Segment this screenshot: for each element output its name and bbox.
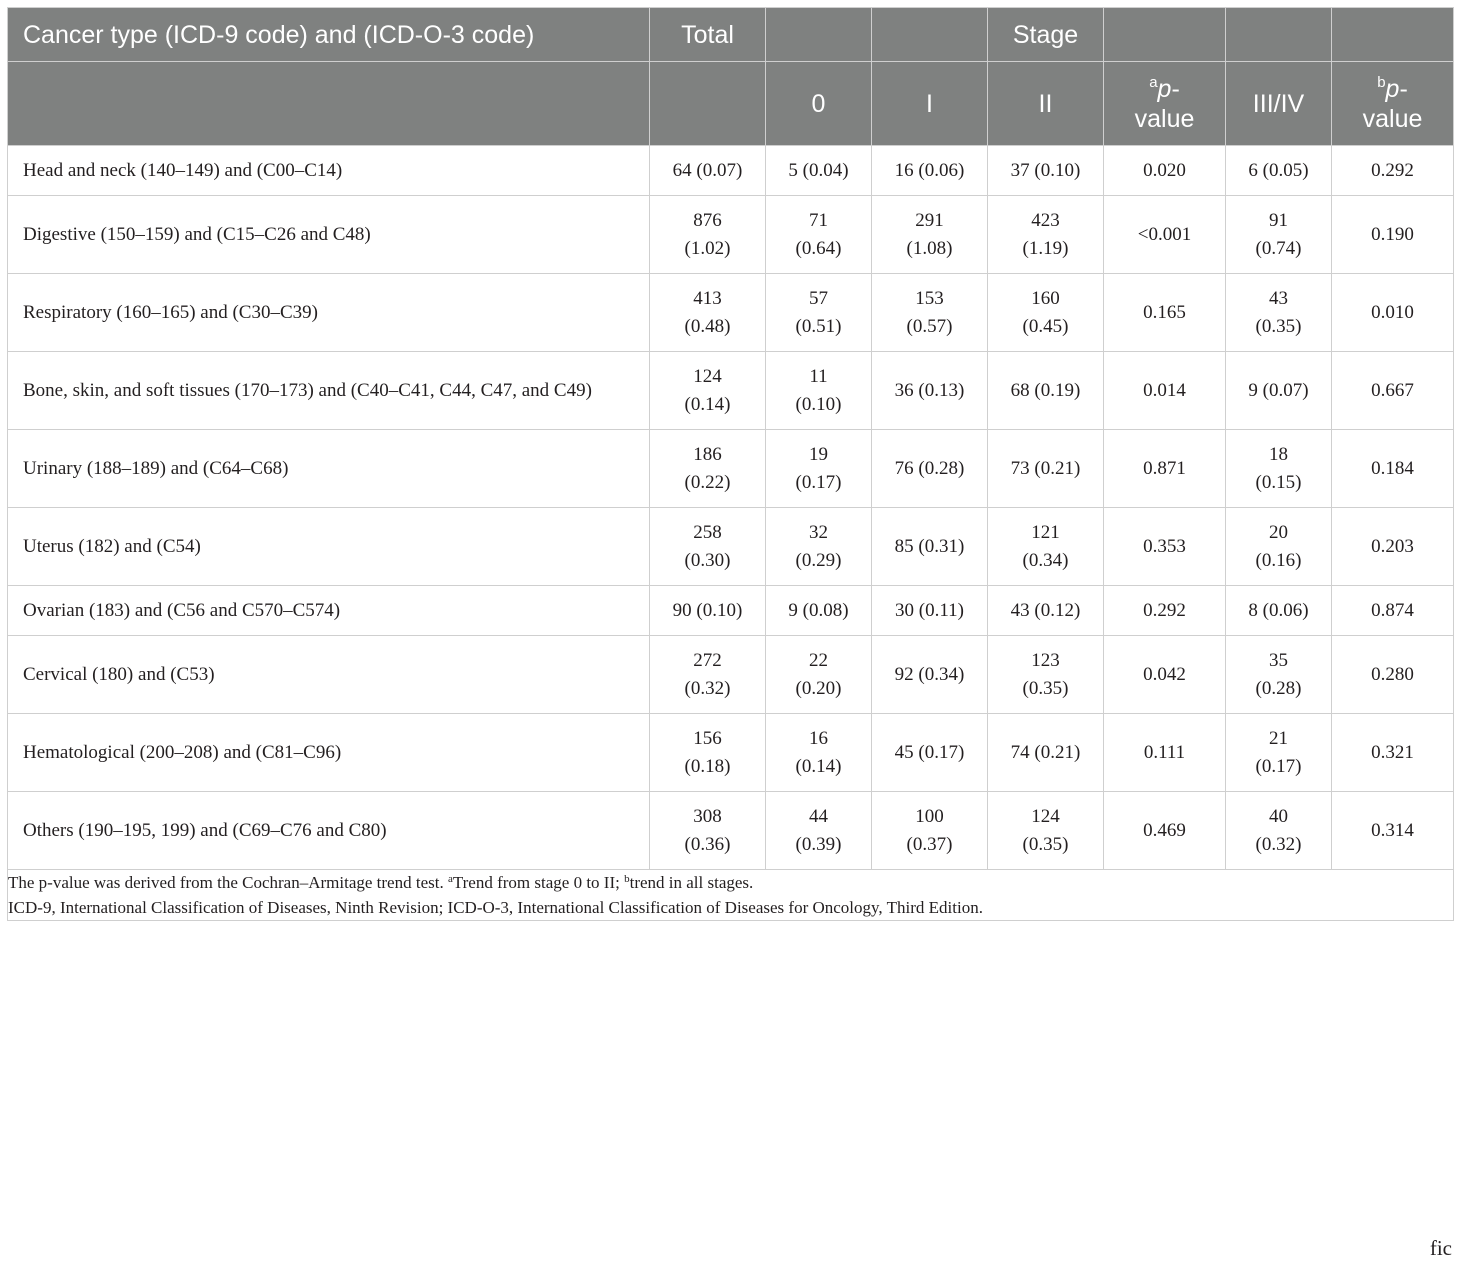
footnote-row [8,870,1454,921]
stage-3-4-line: 91 [1269,209,1288,231]
header-empty-5 [1332,8,1454,62]
stage-1-line: 36 (0.13) [894,379,965,401]
header-empty-3 [1104,8,1226,62]
p-value-a-cell: 0.292 [1104,586,1226,636]
stage-1-cell [872,714,988,792]
stage-2-line: 124 [1031,805,1060,827]
stage-3-4-line: (0.35) [1255,315,1302,337]
p-value-a-cell: 0.871 [1104,430,1226,508]
total-line: (0.18) [684,755,731,777]
stage-3-4-line: 40 [1269,805,1288,827]
p-value-b-cell: 0.321 [1332,714,1454,792]
cancer-type-cell: Head and neck (140–149) and (C00–C14) [8,146,650,196]
p-value-b-cell: 0.292 [1332,146,1454,196]
total-cell [650,508,766,586]
total-line: (1.02) [684,237,731,259]
p-dash-b: - [1399,74,1408,103]
stage-3-4-line: 35 [1269,649,1288,671]
total-line: 186 [693,443,722,465]
stage-0-cell [766,274,872,352]
p-value-a-cell: 0.014 [1104,352,1226,430]
stage-3-4-line: (0.15) [1255,471,1302,493]
stage-2-line: 121 [1031,521,1060,543]
stage-2-line: 68 (0.19) [1010,379,1081,401]
header-stage-2: II [988,62,1104,146]
stage-2-line: 123 [1031,649,1060,671]
p-italic-b: p [1385,74,1400,103]
stage-2-line: 160 [1031,287,1060,309]
stage-0-line: (0.39) [795,833,842,855]
total-line: 258 [693,521,722,543]
stage-1-cell [872,146,988,196]
total-line: 156 [693,727,722,749]
total-cell [650,352,766,430]
stage-0-line: (0.20) [795,677,842,699]
footnote-text-start: The p-value was derived from the Cochran–Armitage trend test. [8,873,448,892]
total-line: 413 [693,287,722,309]
superscript-b: b [1377,73,1386,91]
stage-0-line: 22 [809,649,828,671]
stage-0-line: 57 [809,287,828,309]
stage-3-4-cell [1226,196,1332,274]
stage-2-cell [988,430,1104,508]
header-empty-7 [650,62,766,146]
stage-3-4-line: (0.17) [1255,755,1302,777]
stage-2-line: (1.19) [1022,237,1069,259]
stage-2-cell [988,352,1104,430]
stage-3-4-line: (0.32) [1255,833,1302,855]
header-empty-2 [872,8,988,62]
table-row [8,196,1454,274]
p-value-label-b: value [1362,104,1423,133]
table-header [8,8,1454,146]
footnote-line-2: ICD-9, International Classification of Diseases, Ninth Revision; ICD-O-3, International Classification of Diseases for Oncology, Third Edition. [8,898,983,917]
stage-0-cell [766,196,872,274]
stage-2-line: 43 (0.12) [1010,599,1081,621]
stage-3-4-cell [1226,430,1332,508]
footnote-line-1 [8,870,1453,895]
header-empty-6 [8,62,650,146]
p-value-b-cell: 0.667 [1332,352,1454,430]
stage-1-cell [872,430,988,508]
stage-0-cell [766,714,872,792]
stage-3-4-line: 18 [1269,443,1288,465]
total-cell [650,636,766,714]
p-value-a-cell: 0.165 [1104,274,1226,352]
table-row [8,636,1454,714]
stage-0-cell [766,586,872,636]
stage-1-line: (0.37) [906,833,953,855]
cancer-type-cell: Cervical (180) and (C53) [8,636,650,714]
table-row [8,146,1454,196]
stage-2-cell [988,792,1104,870]
stage-0-line: 11 [809,365,828,387]
stage-3-4-cell [1226,636,1332,714]
p-value-a-cell: 0.353 [1104,508,1226,586]
header-stage: Stage [988,8,1104,62]
cancer-stage-table [7,7,1454,921]
total-line: (0.48) [684,315,731,337]
stage-3-4-cell [1226,586,1332,636]
p-value-b-cell: 0.190 [1332,196,1454,274]
total-cell [650,274,766,352]
footnote [8,870,1454,921]
header-row-1 [8,8,1454,62]
total-cell [650,146,766,196]
stage-1-line: (0.57) [906,315,953,337]
stage-1-cell [872,352,988,430]
stage-0-cell [766,430,872,508]
stage-2-line: (0.35) [1022,677,1069,699]
cancer-type-cell: Urinary (188–189) and (C64–C68) [8,430,650,508]
stage-1-cell [872,586,988,636]
stage-0-line: (0.10) [795,393,842,415]
stage-0-line: (0.51) [795,315,842,337]
header-stage-3-4: III/IV [1226,62,1332,146]
stage-1-line: 30 (0.11) [895,599,964,621]
p-value-a-cell: 0.042 [1104,636,1226,714]
cancer-type-cell: Respiratory (160–165) and (C30–C39) [8,274,650,352]
stage-2-cell [988,636,1104,714]
stage-1-line: 291 [915,209,944,231]
p-value-label-a: value [1134,104,1195,133]
stage-2-line: 73 (0.21) [1010,457,1081,479]
p-value-a-cell: 0.111 [1104,714,1226,792]
stage-1-line: (1.08) [906,237,953,259]
stage-0-line: 16 [809,727,828,749]
header-total: Total [650,8,766,62]
stage-0-line: (0.64) [795,237,842,259]
total-cell [650,714,766,792]
total-line: (0.36) [684,833,731,855]
stage-1-cell [872,196,988,274]
table-body [8,146,1454,870]
total-cell [650,792,766,870]
p-value-b-cell: 0.280 [1332,636,1454,714]
stage-3-4-line: 20 [1269,521,1288,543]
cancer-type-cell: Bone, skin, and soft tissues (170–173) and (C40–C41, C44, C47, and C49) [8,352,650,430]
header-row-2 [8,62,1454,146]
stage-3-4-line: 43 [1269,287,1288,309]
total-cell [650,430,766,508]
cancer-type-cell: Others (190–195, 199) and (C69–C76 and C80) [8,792,650,870]
p-value-b-cell: 0.184 [1332,430,1454,508]
stage-0-line: 19 [809,443,828,465]
footnote-superscript-a: a [447,873,453,885]
stage-1-cell [872,274,988,352]
p-value-b-cell: 0.010 [1332,274,1454,352]
stage-0-line: 5 (0.04) [788,159,849,181]
stage-3-4-cell [1226,792,1332,870]
stage-2-line: 423 [1031,209,1060,231]
table-row [8,714,1454,792]
table-row [8,792,1454,870]
stage-0-cell [766,792,872,870]
total-line: (0.30) [684,549,731,571]
cancer-type-cell: Ovarian (183) and (C56 and C570–C574) [8,586,650,636]
header-stage-1: I [872,62,988,146]
table-row [8,274,1454,352]
stage-1-line: 100 [915,805,944,827]
stage-0-cell [766,352,872,430]
total-line: 876 [693,209,722,231]
stage-3-4-line: (0.74) [1255,237,1302,259]
p-value-b-cell: 0.314 [1332,792,1454,870]
header-empty-4 [1226,8,1332,62]
stage-0-line: 32 [809,521,828,543]
stage-3-4-cell [1226,352,1332,430]
total-line: 64 (0.07) [672,159,743,181]
p-value-a-cell: <0.001 [1104,196,1226,274]
total-line: 272 [693,649,722,671]
stage-3-4-line: 8 (0.06) [1248,599,1309,621]
stage-1-line: 16 (0.06) [894,159,965,181]
header-p-value-a [1104,62,1226,146]
stage-2-line: (0.34) [1022,549,1069,571]
stage-3-4-line: 21 [1269,727,1288,749]
superscript-a: a [1149,73,1158,91]
stage-2-line: (0.35) [1022,833,1069,855]
stage-2-cell [988,274,1104,352]
total-line: 308 [693,805,722,827]
stage-3-4-line: 6 (0.05) [1248,159,1309,181]
stage-0-line: 44 [809,805,828,827]
stage-1-cell [872,508,988,586]
p-value-a-cell: 0.469 [1104,792,1226,870]
stage-3-4-cell [1226,146,1332,196]
stage-2-cell [988,586,1104,636]
stage-3-4-cell [1226,714,1332,792]
total-line: 124 [693,365,722,387]
stage-2-cell [988,508,1104,586]
stage-3-4-cell [1226,274,1332,352]
corner-text: fic [1429,1236,1452,1260]
stage-2-line: 74 (0.21) [1010,741,1081,763]
cancer-type-cell: Uterus (182) and (C54) [8,508,650,586]
stage-0-cell [766,508,872,586]
stage-0-cell [766,636,872,714]
stage-0-line: (0.29) [795,549,842,571]
total-line: (0.14) [684,393,731,415]
stage-1-line: 153 [915,287,944,309]
stage-1-line: 92 (0.34) [894,663,965,685]
table-row [8,508,1454,586]
stage-3-4-line: (0.28) [1255,677,1302,699]
p-value-b-cell: 0.874 [1332,586,1454,636]
stage-1-line: 85 (0.31) [894,535,965,557]
total-line: 90 (0.10) [672,599,743,621]
stage-1-cell [872,792,988,870]
table-row [8,430,1454,508]
header-empty-1 [766,8,872,62]
stage-1-line: 45 (0.17) [894,741,965,763]
table-row [8,352,1454,430]
stage-1-line: 76 (0.28) [894,457,965,479]
p-value-b-cell: 0.203 [1332,508,1454,586]
stage-0-line: (0.17) [795,471,842,493]
stage-2-line: (0.45) [1022,315,1069,337]
stage-1-cell [872,636,988,714]
header-p-value-b [1332,62,1454,146]
stage-0-line: 9 (0.08) [788,599,849,621]
stage-2-cell [988,196,1104,274]
stage-3-4-line: 9 (0.07) [1248,379,1309,401]
stage-3-4-cell [1226,508,1332,586]
total-line: (0.32) [684,677,731,699]
total-line: (0.22) [684,471,731,493]
cancer-type-cell: Hematological (200–208) and (C81–C96) [8,714,650,792]
footnote-superscript-b: b [624,873,630,885]
footnote-text-end: trend in all stages. [629,873,754,892]
stage-0-line: (0.14) [795,755,842,777]
stage-2-cell [988,146,1104,196]
p-italic-a: p [1157,74,1172,103]
header-cancer-type: Cancer type (ICD-9 code) and (ICD-O-3 code) [8,8,650,62]
stage-2-line: 37 (0.10) [1010,159,1081,181]
total-cell [650,196,766,274]
table-row [8,586,1454,636]
p-value-a-cell: 0.020 [1104,146,1226,196]
stage-3-4-line: (0.16) [1255,549,1302,571]
header-stage-0: 0 [766,62,872,146]
p-dash-a: - [1171,74,1180,103]
table-footer [8,870,1454,921]
stage-0-line: 71 [809,209,828,231]
stage-2-cell [988,714,1104,792]
footnote-text-mid: Trend from stage 0 to II; [452,873,625,892]
total-cell [650,586,766,636]
stage-0-cell [766,146,872,196]
cancer-type-cell: Digestive (150–159) and (C15–C26 and C48) [8,196,650,274]
